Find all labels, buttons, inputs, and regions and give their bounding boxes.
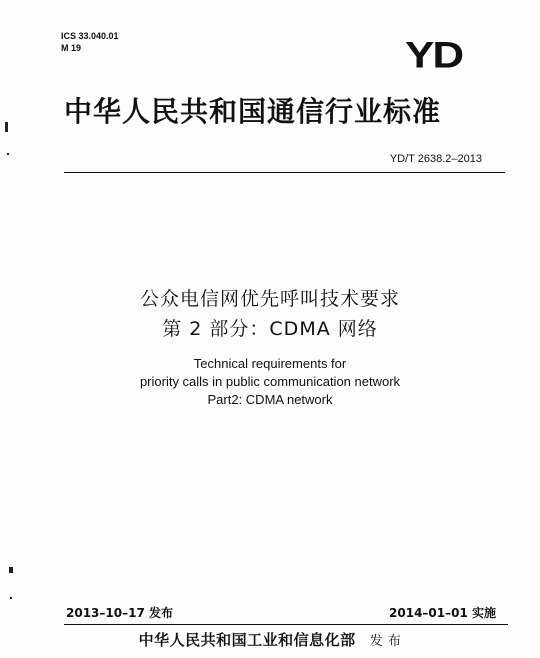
bottom-divider (64, 624, 508, 625)
document-title-cn-line2: 第 2 部分：CDMA 网络 (162, 318, 378, 340)
document-title-cn-line1: 公众电信网优先呼叫技术要求 (139, 288, 400, 310)
scan-speck (10, 597, 12, 599)
scan-speck (5, 122, 8, 132)
document-title-en (0, 355, 540, 409)
classification-codes (61, 30, 119, 54)
ics-code: ICS 33.040.01 (61, 31, 119, 41)
issuing-authority (0, 630, 540, 652)
title-en-line1: Technical requirements for (193, 356, 347, 371)
publish-date: 2013–10–17 发布 (66, 606, 173, 620)
scan-speck (9, 567, 13, 573)
scan-speck (7, 153, 9, 155)
yd-logo: YD (405, 34, 463, 77)
top-divider (64, 172, 505, 173)
implementation-date: 2014–01–01 实施 (389, 606, 496, 620)
issuer-verb: 发 布 (369, 634, 402, 649)
title-en-line3: Part2: CDMA network (207, 392, 333, 407)
standard-category-title: 中华人民共和国通信行业标准 (64, 95, 442, 128)
ccs-code: M 19 (61, 43, 82, 53)
issuer-name: 中华人民共和国工业和信息化部 (138, 631, 356, 649)
standard-number: YD/T 2638.2–2013 (389, 153, 482, 165)
title-en-line2: priority calls in public communication network (139, 374, 401, 389)
